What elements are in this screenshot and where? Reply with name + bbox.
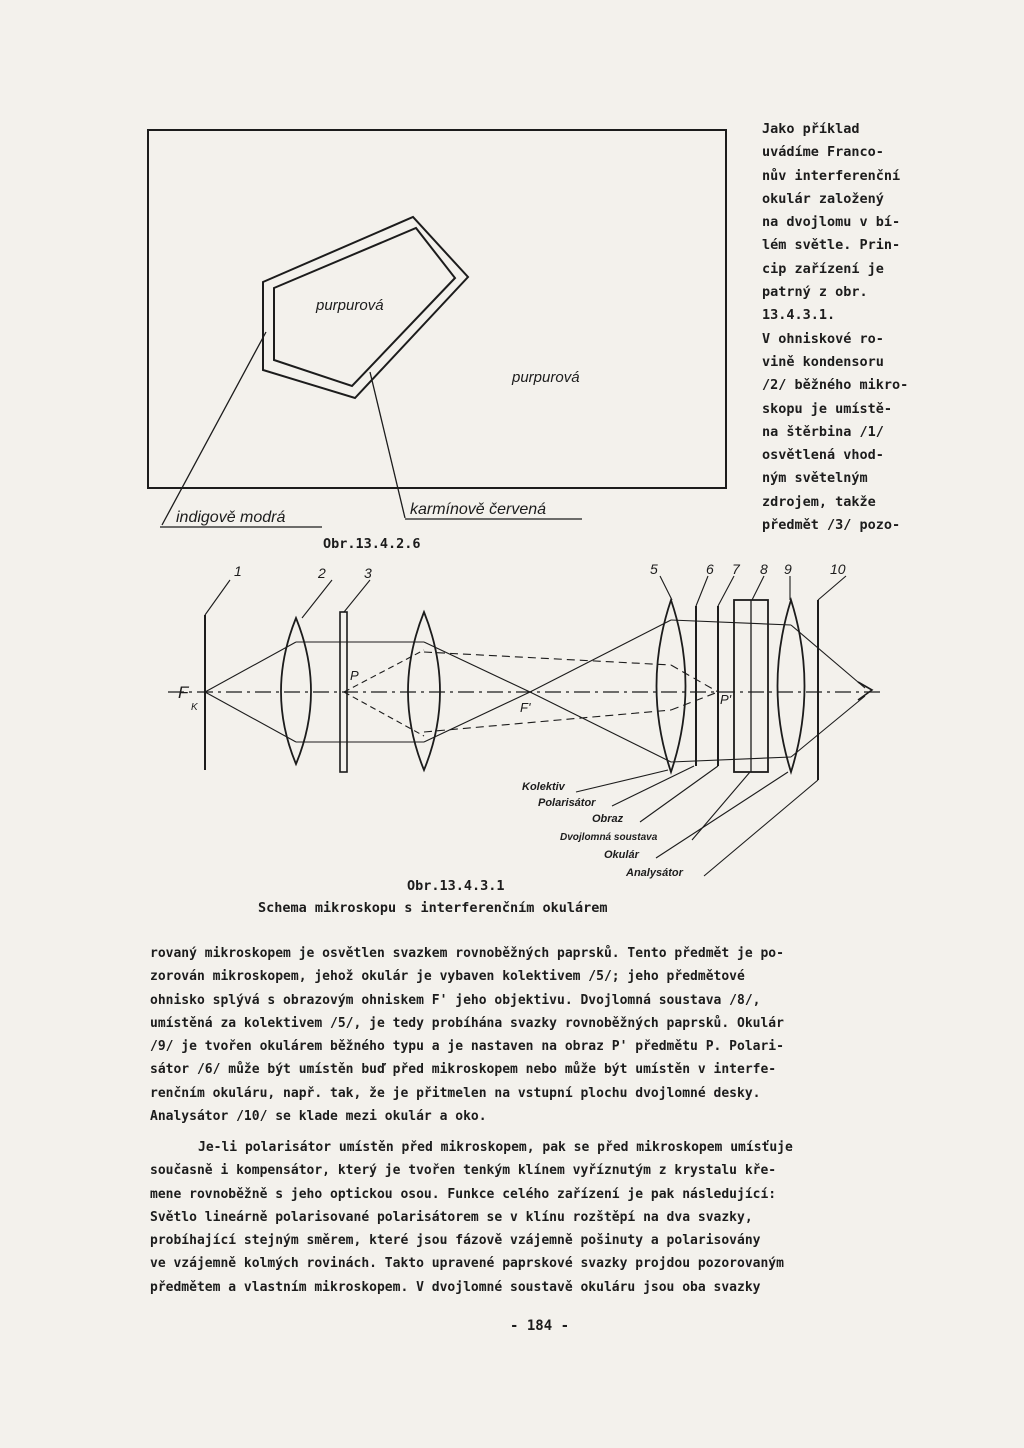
page-number: - 184 - xyxy=(510,1318,570,1334)
side-note-line: na dvojlomu v bí- xyxy=(762,214,901,231)
legend-collective: Kolektiv xyxy=(522,781,565,793)
caption-fig-13-4-3-1-text: Schema mikroskopu s interferenčním okulárem xyxy=(258,900,608,916)
legend-image: Obraz xyxy=(592,813,624,825)
ref-number: 1 xyxy=(234,563,242,579)
text-line: /9/ je tvořen okulárem běžného typu a je nastaven na obraz P' předmětu P. Polari- xyxy=(150,1039,784,1055)
side-note-line: vině kondensoru xyxy=(762,353,884,370)
side-note-line: na štěrbina /1/ xyxy=(762,423,884,440)
ref-number: 2 xyxy=(318,565,326,581)
objective-lens xyxy=(408,612,440,770)
label-inner-purple: purpurová xyxy=(316,297,384,314)
ref-number: 5 xyxy=(650,561,658,577)
side-note-line: předmět /3/ pozo- xyxy=(762,517,901,534)
text-line: ohnisko splývá s obrazovým ohniskem F' jeho objektivu. Dvojlomná soustava /8/, xyxy=(150,992,761,1008)
side-note-line: /2/ běžného mikro- xyxy=(762,377,909,394)
caption-fig-13-4-2-6: Obr.13.4.2.6 xyxy=(323,536,421,552)
point-f-prime: F' xyxy=(520,700,531,715)
side-note-line: okulár založený xyxy=(762,190,884,207)
side-note-line: Jako příklad xyxy=(762,121,860,137)
eye-point xyxy=(858,682,872,700)
text-line: probíhající stejným směrem, které jsou fázově vzájemně pošinuty a polarisovány xyxy=(150,1233,761,1249)
side-note-line: osvětlená vhod- xyxy=(762,447,884,464)
side-note-line: V ohniskové ro- xyxy=(762,330,884,347)
point-fk: F xyxy=(178,683,189,702)
side-note-line: uvádíme Franco- xyxy=(762,144,884,161)
paragraph-1 xyxy=(150,942,930,1128)
side-note-line: zdrojem, takže xyxy=(762,493,876,510)
ref-number: 8 xyxy=(760,561,768,577)
legend-eyepiece: Okulár xyxy=(604,849,639,861)
ref-number: 10 xyxy=(830,561,846,577)
eyepiece-lens-9 xyxy=(778,600,805,772)
text-line: umístěná za kolektivem /5/, je tedy probíhána svazky rovnoběžných paprsků. Okulár xyxy=(150,1015,784,1031)
legend-birefringent-system: Dvojlomná soustava xyxy=(560,832,658,843)
text-line: Světlo lineárně polarisované polarisátorem se v klínu rozštěpí na dva svazky, xyxy=(150,1209,753,1225)
ref-number: 9 xyxy=(784,561,792,577)
ref-number: 6 xyxy=(706,561,714,577)
label-carmine-red: karmínově červená xyxy=(410,501,547,518)
side-note-line: cip zařízení je xyxy=(762,260,884,277)
label-outer-purple: purpurová xyxy=(512,369,580,386)
paragraph-2 xyxy=(150,1136,930,1299)
side-note-line: patrný z obr. xyxy=(762,284,868,301)
side-note-line: ným světelným xyxy=(762,470,868,487)
ref-number: 7 xyxy=(732,561,740,577)
text-line: předmětem a vlastním mikroskopem. V dvojlomné soustavě okuláru jsou oba svazky xyxy=(150,1279,761,1295)
point-p-prime: P' xyxy=(720,692,732,707)
side-note-line: nův interferenční xyxy=(762,167,901,184)
text-line: sátor /6/ může být umístěn buď před mikroskopem nebo může být umístěn v interfe- xyxy=(150,1062,777,1078)
legend-analyzer: Analysátor xyxy=(626,867,683,879)
text-line: současně i kompensátor, který je tvořen tenkým klínem vyříznutým z krystalu kře- xyxy=(150,1163,777,1179)
text-line: renčním okuláru, např. tak, že je přitmelen na vstupní plochu dvojlomné desky. xyxy=(150,1085,761,1101)
point-p: P xyxy=(350,668,359,683)
text-line: Analysátor /10/ se klade mezi okulár a oko. xyxy=(150,1109,487,1125)
ref-number: 3 xyxy=(364,565,372,581)
side-note-line: 13.4.3.1. xyxy=(762,307,836,324)
text-line: Je-li polarisátor umístěn před mikroskopem, pak se před mikroskopem umísťuje xyxy=(198,1140,793,1155)
caption-fig-13-4-3-1: Obr.13.4.3.1 xyxy=(407,878,505,894)
text-line: zorován mikroskopem, jehož okulár je vybaven kolektivem /5/; jeho předmětové xyxy=(150,969,745,985)
point-fk-sub: K xyxy=(191,702,198,713)
text-line: rovaný mikroskopem je osvětlen svazkem rovnoběžných paprsků. Tento předmět je po- xyxy=(150,946,784,961)
label-indigo-blue: indigově modrá xyxy=(176,509,286,526)
legend-polarizer: Polarisátor xyxy=(538,797,596,809)
side-note-line: lém světle. Prin- xyxy=(762,237,901,254)
side-note-line: skopu je umístě- xyxy=(762,400,893,417)
text-line: mene rovnoběžně s jeho optickou osou. Funkce celého zařízení je pak následující: xyxy=(150,1186,777,1202)
text-line: ve vzájemně kolmých rovinách. Takto upravené paprskové svazky projdou pozorovaným xyxy=(150,1256,784,1272)
